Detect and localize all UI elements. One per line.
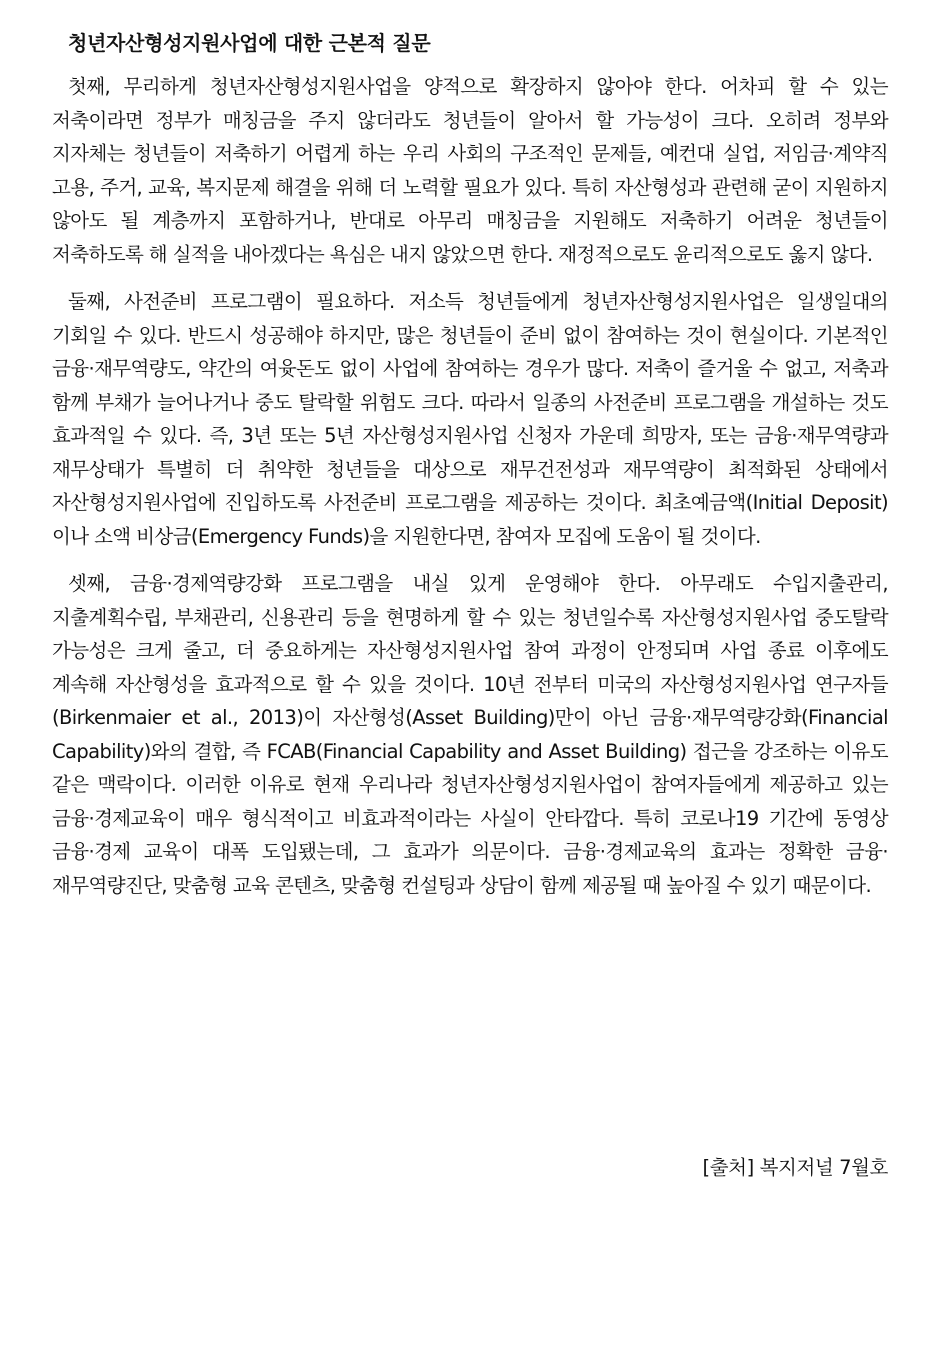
- document-body: [52, 26, 888, 916]
- paragraph-second: 둘째, 사전준비 프로그램이 필요하다. 저소득 청년들에게 청년자산형성지원사업은 일생일대의 기회일 수 있다. 반드시 성공해야 하지만, 많은 청년들이 준비 없이 참여하는 것이 현실이다. 기본적인 금융·재무역량도, 약간의 여윳돈도 없이 사업에 참여하는 경우가 많다. 저축이 즐거울 수 없고, 저축과 함께 부채가 늘어나거나 중도 탈락할 위험도 크다. 따라서 일종의 사전준비 프로그램을 개설하는 것도 효과적일 수 있다. 즉, 3년 또는 5년 자산형성지원사업 신청자 가운데 희망자, 또는 금융·재무역량과 재무상태가 특별히 더 취약한 청년들을 대상으로 재무건전성과 재무역량이 최적화된 상태에서 자산형성지원사업에 진입하도록 사전준비 프로그램을 제공하는 것이다. 최초예금액(Initial Deposit)이나 소액 비상금(Emergency Funds)을 지원한다면, 참여자 모집에 도움이 될 것이다.: [52, 290, 888, 548]
- document-title: 청년자산형성지원사업에 대한 근본적 질문: [68, 31, 431, 55]
- paragraph-third: 셋째, 금융·경제역량강화 프로그램을 내실 있게 운영해야 한다. 아무래도 수입지출관리, 지출계획수립, 부채관리, 신용관리 등을 현명하게 할 수 있는 청년일수록 자산형성지원사업 중도탈락 가능성은 크게 줄고, 더 중요하게는 자산형성지원사업 참여 과정이 안정되며 사업 종료 이후에도 계속해 자산형성을 효과적으로 할 수 있을 것이다. 10년 전부터 미국의 자산형성지원사업 연구자들(Birkenmaier et al., 2013)이 자산형성(Asset Building)만이 아닌 금융·재무역량강화(Financial Capability)와의 결합, 즉 FCAB(Financial Capability and Asset Building) 접근을 강조하는 이유도 같은 맥락이다. 이러한 이유로 현재 우리나라 청년자산형성지원사업이 참여자들에게 제공하고 있는 금융·경제교육이 매우 형식적이고 비효과적이라는 사실이 안타깝다. 특히 코로나19 기간에 동영상 금융·경제 교육이 대폭 도입됐는데, 그 효과가 의문이다. 금융·경제교육의 효과는 정확한 금융·재무역량진단, 맞춤형 교육 콘텐츠, 맞춤형 컨설팅과 상담이 함께 제공될 때 높아질 수 있기 때문이다.: [52, 572, 888, 897]
- source-citation: [출처] 복지저널 7월호: [702, 1156, 888, 1179]
- paragraph-first: 첫째, 무리하게 청년자산형성지원사업을 양적으로 확장하지 않아야 한다. 어차피 할 수 있는 저축이라면 정부가 매칭금을 주지 않더라도 청년들이 알아서 할 가능성이 크다. 오히려 정부와 지자체는 청년들이 저축하기 어렵게 하는 우리 사회의 구조적인 문제들, 예컨대 실업, 저임금·계약직 고용, 주거, 교육, 복지문제 해결을 위해 더 노력할 필요가 있다. 특히 자산형성과 관련해 굳이 지원하지 않아도 될 계층까지 포함하거나, 반대로 아무리 매칭금을 지원해도 저축하기 어려운 청년들이 저축하도록 해 실적을 내아겠다는 욕심은 내지 않았으면 한다. 재정적으로도 윤리적으로도 옳지 않다.: [52, 75, 888, 266]
